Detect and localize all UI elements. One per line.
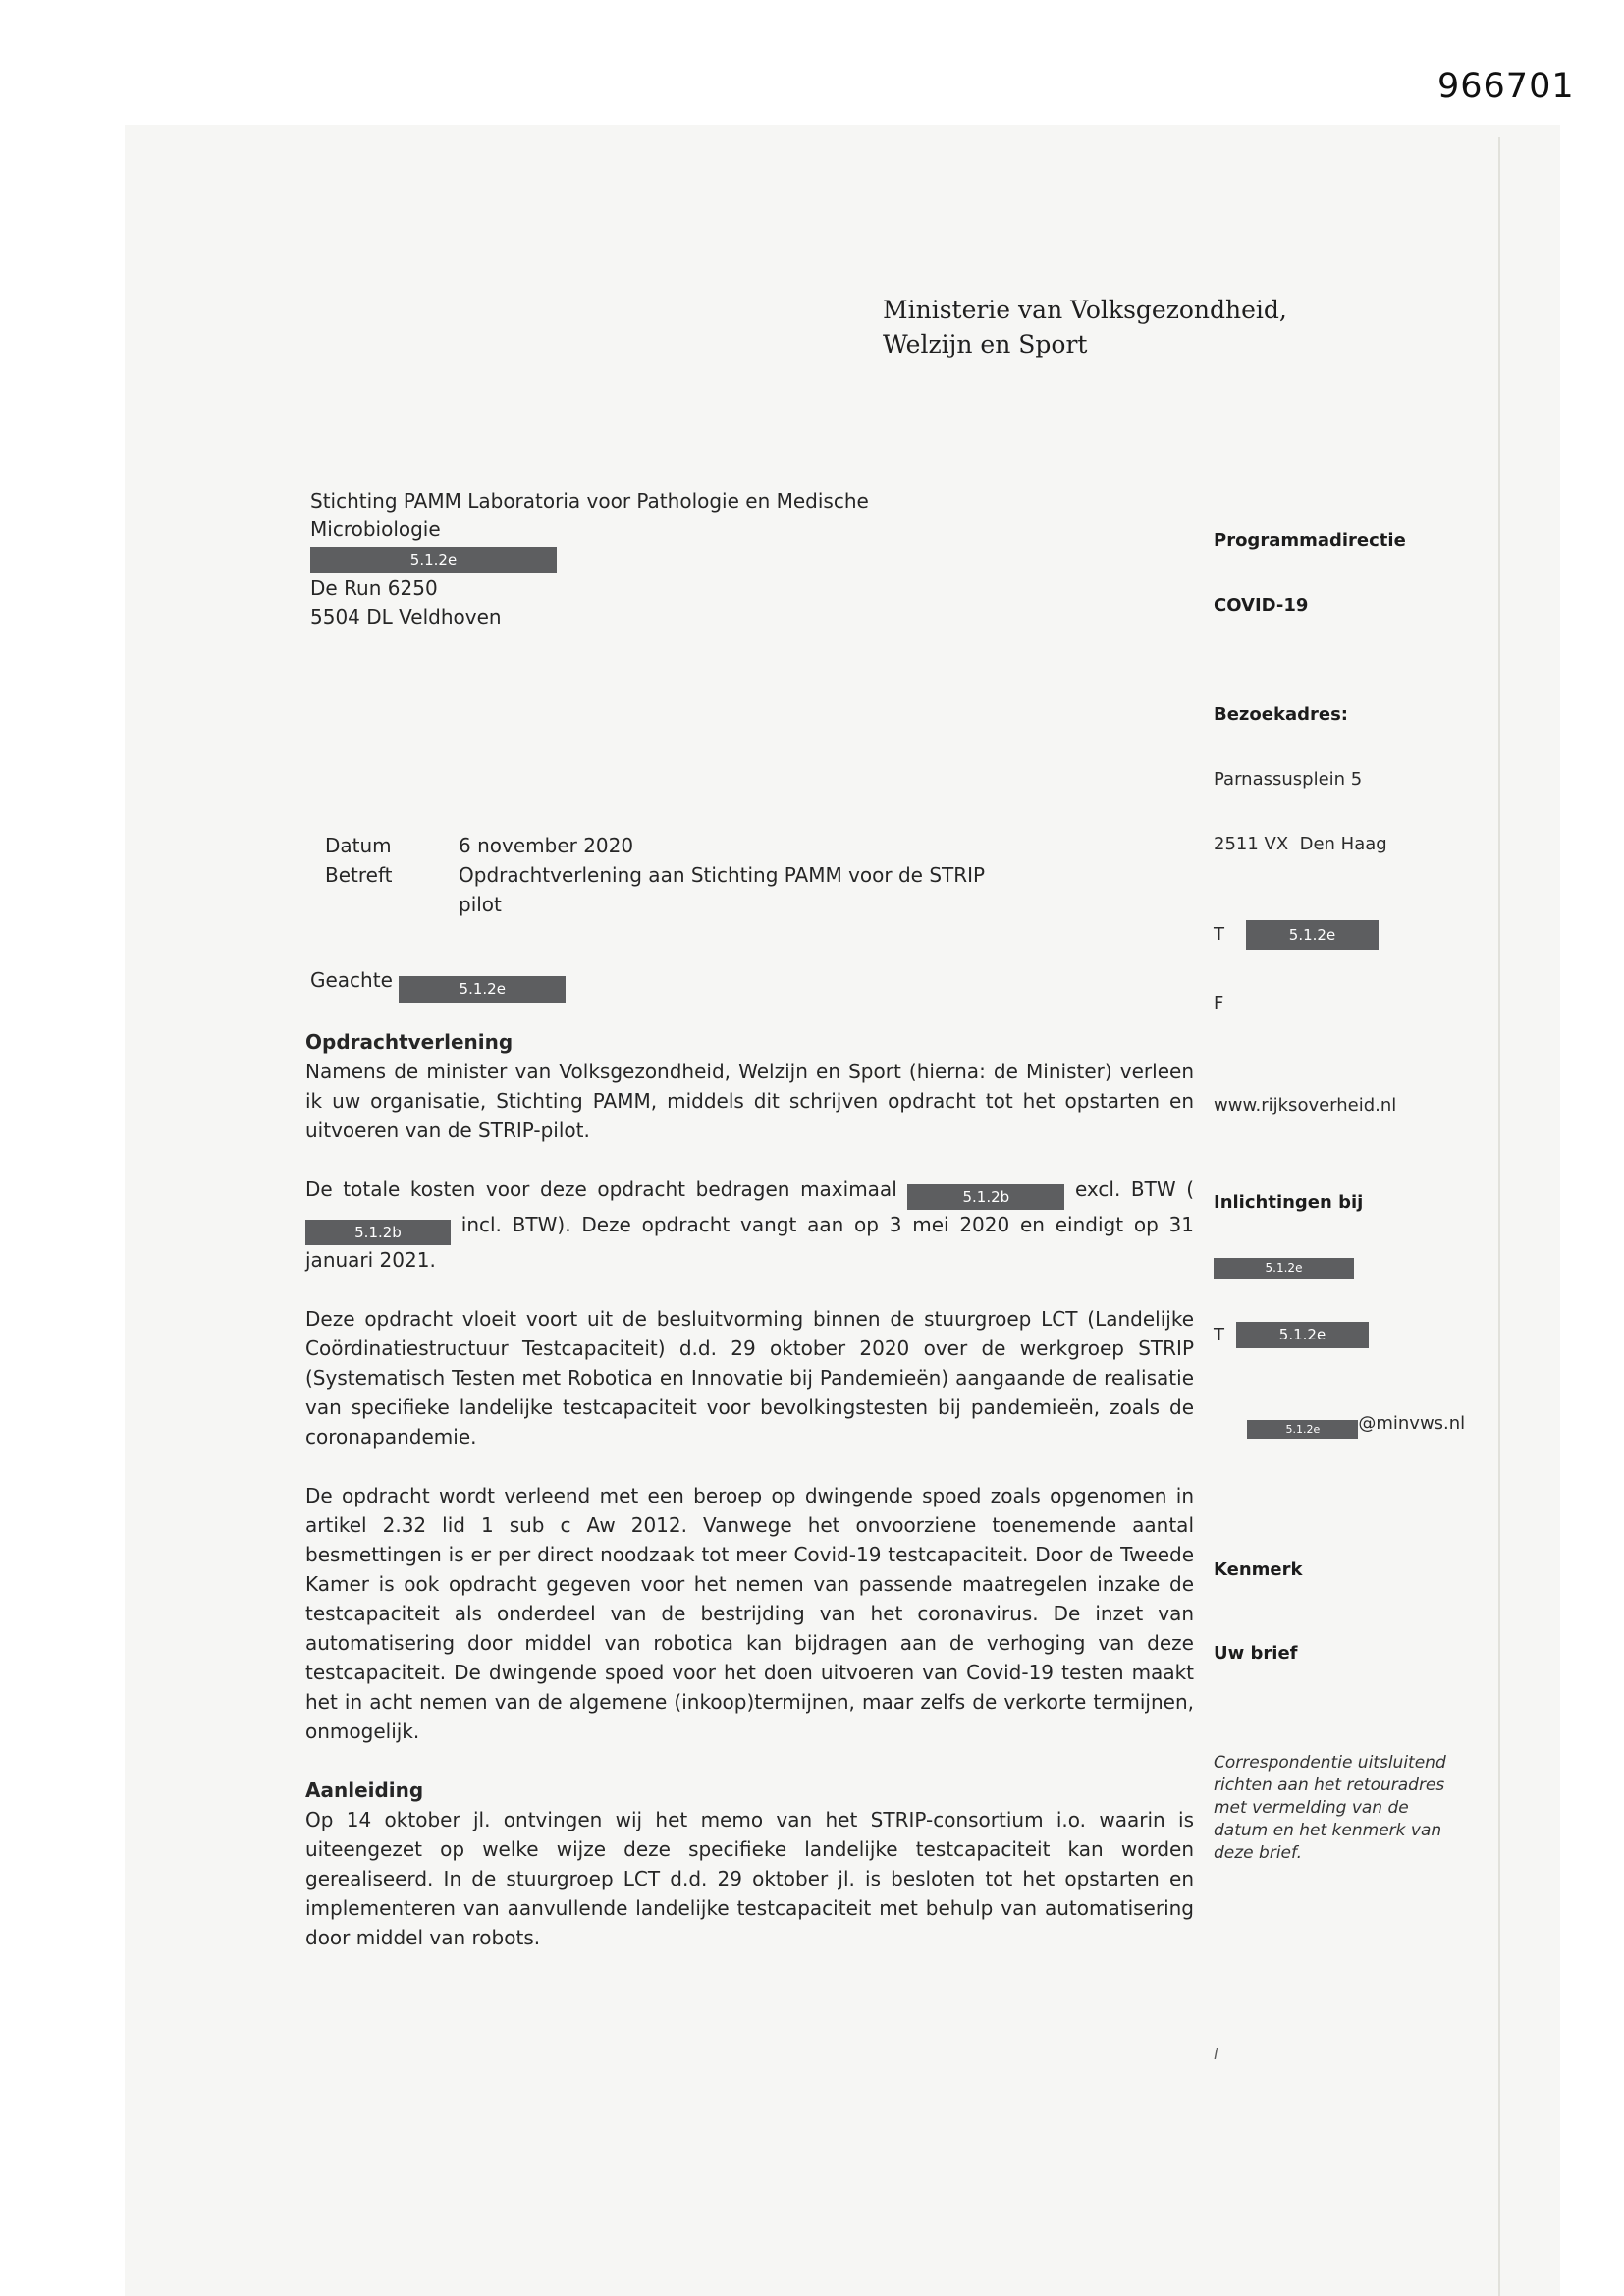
section-heading-aanleiding: Aanleiding — [305, 1778, 424, 1802]
salutation — [310, 968, 566, 1003]
datum-row — [325, 831, 1033, 860]
ministry-line2: Welzijn en Sport — [883, 330, 1088, 358]
redaction-bar-addressee: 5.1.2e — [310, 547, 557, 573]
paragraph-2 — [305, 1175, 1194, 1275]
betreft-label: Betreft — [325, 863, 393, 887]
inquiries-phone-label: T — [1214, 1324, 1224, 1345]
paragraph-2-part2: excl. BTW ( — [1064, 1177, 1195, 1201]
document-number: 966701 — [1437, 67, 1575, 106]
scan-artifact-mark: i — [1214, 2045, 1218, 2063]
addressee-org-line1: Stichting PAMM Laboratoria voor Pathologie en Medische — [310, 489, 869, 513]
fax-label: F — [1214, 993, 1224, 1013]
uw-brief-label: Uw brief — [1214, 1643, 1298, 1664]
ministry-logo-text — [883, 293, 1287, 361]
directorate-line1: Programmadirectie — [1214, 530, 1406, 551]
visit-address-label: Bezoekadres: — [1214, 704, 1348, 725]
salutation-text: Geachte — [310, 968, 393, 992]
inquiries-phone-row — [1214, 1322, 1467, 1348]
letter-body — [305, 1027, 1194, 1982]
paragraph-1: Namens de minister van Volksgezondheid, Welzijn en Sport (hierna: de Minister) verleen ik uw organisatie, Stichting PAMM, middels dit schrijven opdracht tot het opstarten en uitvoeren van de STRIP-pilot. — [305, 1060, 1194, 1142]
visit-address-city: 2511 VX Den Haag — [1214, 834, 1387, 854]
section-heading-opdrachtverlening: Opdrachtverlening — [305, 1030, 514, 1054]
website: www.rijksoverheid.nl — [1214, 1095, 1397, 1116]
kenmerk-label: Kenmerk — [1214, 1559, 1303, 1580]
addressee-street: De Run 6250 — [310, 575, 438, 600]
redaction-bar-inquiries-name: 5.1.2e — [1214, 1258, 1354, 1279]
email-row — [1214, 1392, 1467, 1460]
paragraph-5: Op 14 oktober jl. ontvingen wij het memo van het STRIP-consortium i.o. waarin is uiteengezet op welke wijze deze specifieke landelijke testcapaciteit kan worden gerealiseerd. In de stuurgroep LCT d.d. 29 oktober jl. is besloten tot het opstarten en implementeren van aanvullende landelijke testcapaciteit met behulp van automatisering door middel van robots. — [305, 1808, 1194, 1949]
paragraph-2-part1: De totale kosten voor deze opdracht bedragen maximaal — [305, 1177, 897, 1201]
correspondence-note: Correspondentie uitsluitend richten aan het retouradres met vermelding van de datum en het kenmerk van deze brief. — [1214, 1753, 1452, 1863]
scan-page-edge — [1498, 137, 1500, 2296]
inquiries-label: Inlichtingen bij — [1214, 1192, 1364, 1213]
phone-label: T — [1214, 924, 1224, 945]
redaction-bar-amount-incl: 5.1.2b — [305, 1220, 451, 1245]
letterhead-sidebar — [1214, 487, 1467, 1908]
redaction-bar-salutation: 5.1.2e — [399, 976, 566, 1003]
redaction-bar-amount-excl: 5.1.2b — [907, 1184, 1064, 1210]
addressee-block — [310, 487, 869, 631]
addressee-city: 5504 DL Veldhoven — [310, 604, 502, 629]
redaction-bar-phone: 5.1.2e — [1246, 920, 1379, 950]
redaction-bar-inquiries-phone: 5.1.2e — [1236, 1322, 1369, 1348]
datum-value: 6 november 2020 — [459, 834, 634, 857]
betreft-row — [325, 860, 1033, 919]
letter-meta — [325, 831, 1033, 919]
ministry-line1: Ministerie van Volksgezondheid, — [883, 296, 1287, 324]
paragraph-2-part3: incl. BTW). Deze opdracht vangt aan op 3 mei 2020 en eindigt op 31 januari 2021. — [305, 1213, 1194, 1272]
betreft-value: Opdrachtverlening aan Stichting PAMM voor de STRIP pilot — [459, 863, 986, 916]
paragraph-4: De opdracht wordt verleend met een beroep op dwingende spoed zoals opgenomen in artikel 2.32 lid 1 sub c Aw 2012. Vanwege het onvoorziene toenemende aantal besmettingen is er per direct noodzaak tot meer Covid-19 testcapaciteit. Door de Tweede Kamer is ook opdracht gegeven voor het nemen van passende maatregelen inzake de testcapaciteit als onderdeel van de bestrijding van het coronavirus. De inzet van automatisering door middel van robotica kan bijdragen aan de verhoging van deze testcapaciteit. De dwingende spoed voor het doen uitvoeren van Covid-19 testen maakt het in acht nemen van de algemene (inkoop)termijnen, maar zelfs de verkorte termijnen, onmogelijk. — [305, 1484, 1194, 1743]
directorate-line2: COVID-19 — [1214, 595, 1309, 616]
email-suffix: @minvws.nl — [1358, 1413, 1466, 1434]
redaction-bar-email: 5.1.2e — [1247, 1420, 1358, 1439]
addressee-org-line2: Microbiologie — [310, 518, 441, 541]
visit-address-street: Parnassusplein 5 — [1214, 769, 1363, 790]
phone-row — [1214, 920, 1467, 950]
datum-label: Datum — [325, 834, 392, 857]
paragraph-3: Deze opdracht vloeit voort uit de besluitvorming binnen de stuurgroep LCT (Landelijke Coördinatiestructuur Testcapaciteit) d.d. 29 oktober 2020 over de werkgroep STRIP (Systematisch Testen met Robotica en Innovatie bij Pandemieën) aangaande de realisatie van specifieke landelijke testcapaciteit voor bevolkingstesten bij pandemieën, zoals de coronapandemie. — [305, 1307, 1194, 1449]
